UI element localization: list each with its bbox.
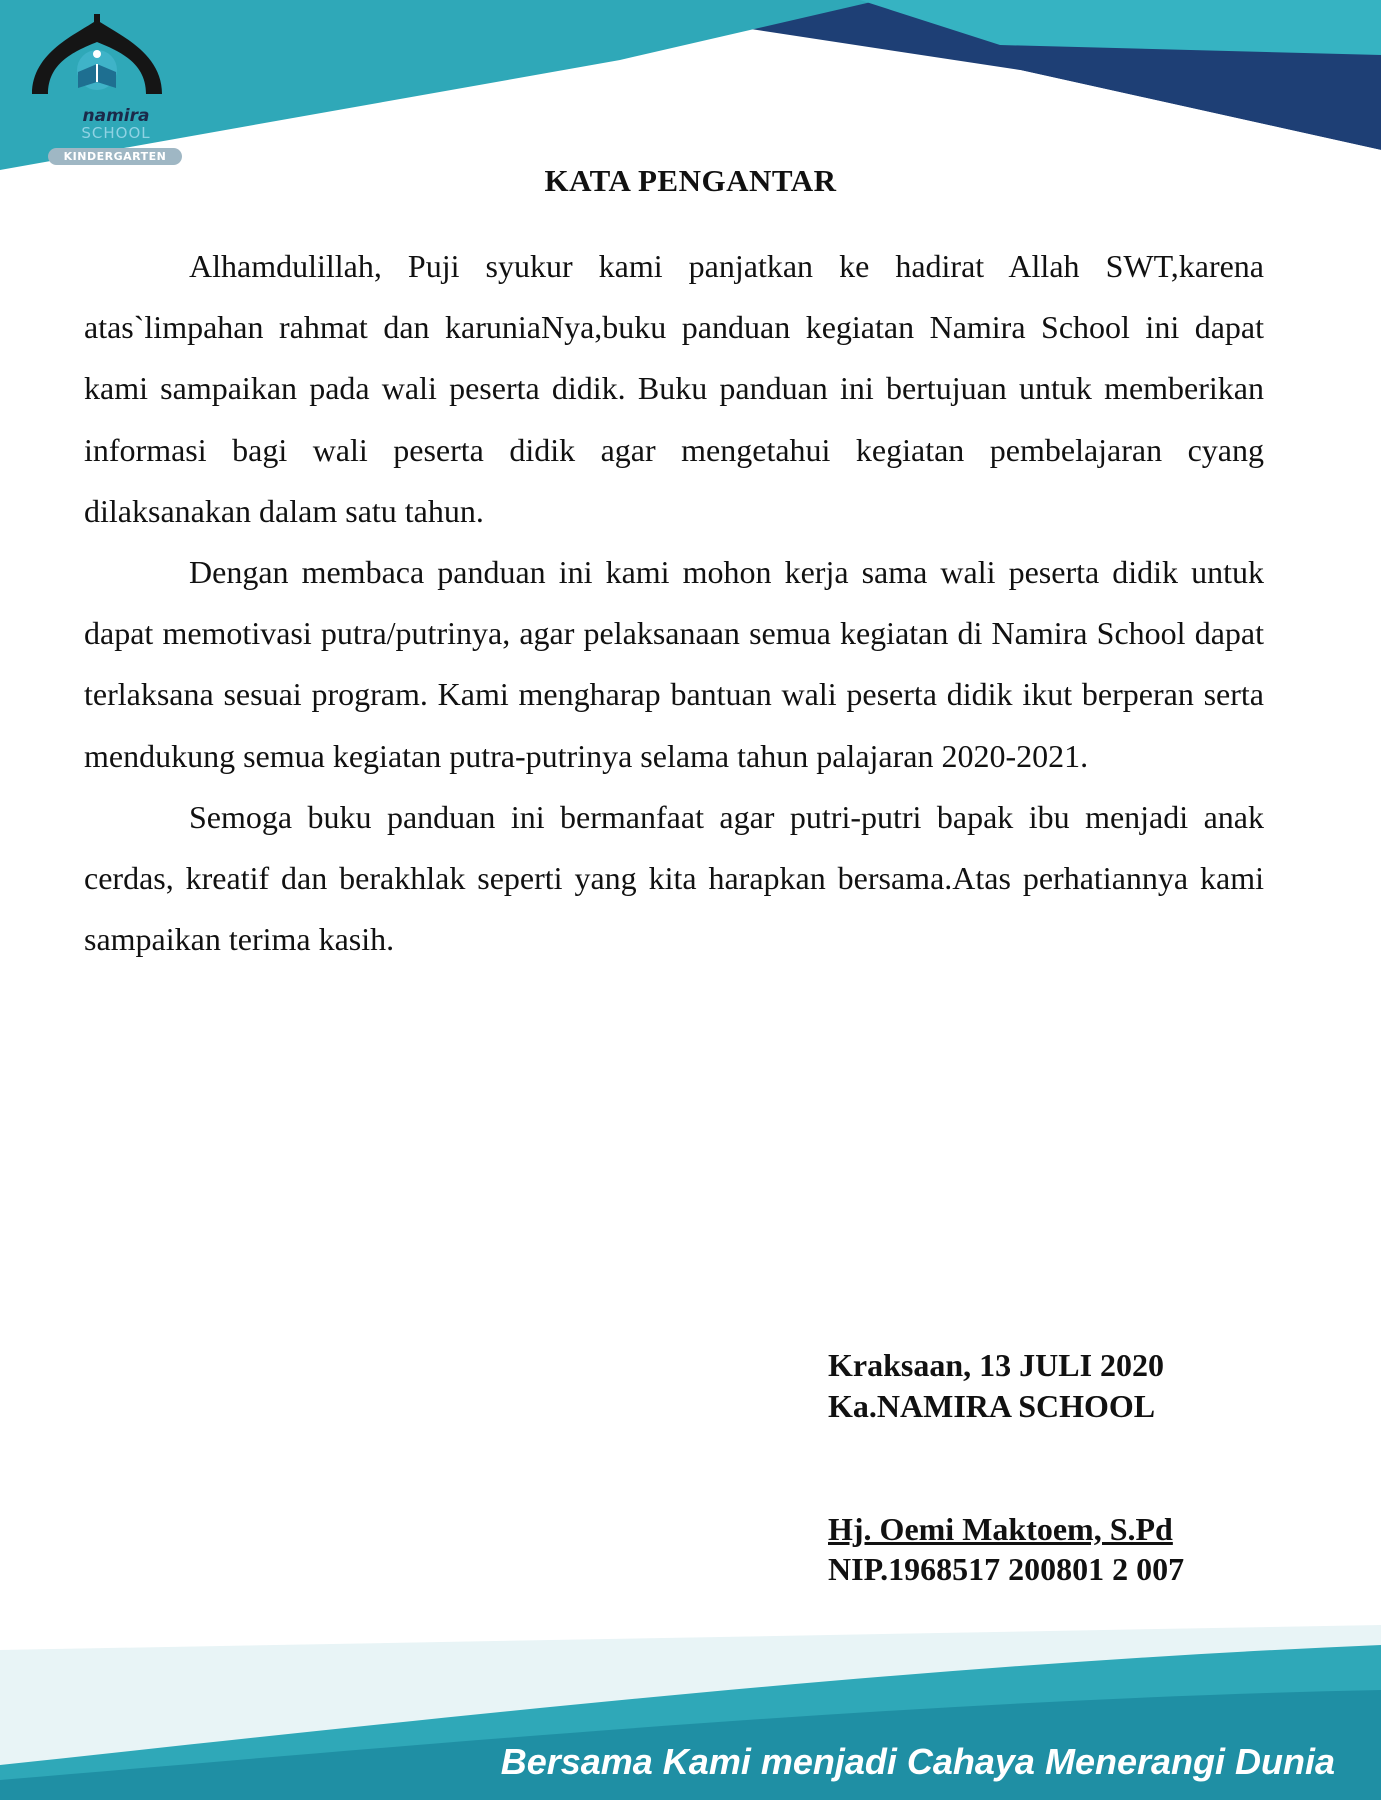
signature-position: Ka.NAMIRA SCHOOL xyxy=(828,1388,1156,1424)
logo-kindergarten: KINDERGARTEN xyxy=(48,148,182,165)
mosque-dome-icon xyxy=(22,12,172,112)
paragraph-3: Semoga buku panduan ini bermanfaat agar putri-putri bapak ibu menjadi anak cerdas, kreatif dan berakhlak seperti yang kita harapkan bersama.Atas perhatiannya kami sampaikan terima kasih. xyxy=(84,798,1264,958)
logo-name: namira xyxy=(82,106,150,126)
school-logo xyxy=(22,12,172,162)
footer-slogan: Bersama Kami menjadi Cahaya Menerangi Dunia xyxy=(500,1741,1335,1782)
signature-nip: NIP.1968517 200801 2 007 xyxy=(828,1551,1185,1587)
paragraph-2: Dengan membaca panduan ini kami mohon kerja sama wali peserta didik untuk dapat memotivasi putra/putrinya, agar pelaksanaan semua kegiatan di Namira School dapat terlaksana sesuai program. Kami mengharap bantuan wali peserta didik ikut berperan serta mendukung semua kegiatan putra-putrinya selama tahun palajaran 2020-2021. xyxy=(84,554,1264,774)
signature-name: Hj. Oemi Maktoem, S.Pd xyxy=(828,1511,1173,1547)
paragraph-1: Alhamdulillah, Puji syukur kami panjatkan ke hadirat Allah SWT,karena atas`limpahan rahmat dan karuniaNya,buku panduan kegiatan Namira School ini dapat kami sampaikan pada wali peserta didik. Buku panduan ini bertujuan untuk memberikan informasi bagi wali peserta didik agar mengetahui kegiatan pembelajaran cyang dilaksanakan dalam satu tahun. xyxy=(84,248,1264,529)
signature-place-date: Kraksaan, 13 JULI 2020 xyxy=(828,1347,1165,1383)
logo-school: SCHOOL xyxy=(81,124,151,142)
body-text xyxy=(84,236,1264,970)
page-title: KATA PENGANTAR xyxy=(544,163,837,198)
